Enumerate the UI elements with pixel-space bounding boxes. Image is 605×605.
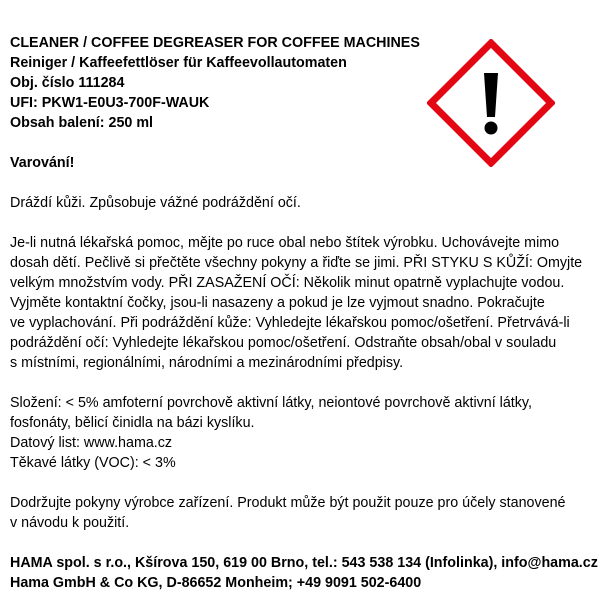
product-name-en: CLEANER / COFFEE DEGREASER FOR COFFEE MACHINES [10,35,420,51]
composition-info [10,393,600,473]
product-header [10,33,470,133]
article-number: Obj. číslo 111284 [10,75,125,91]
hazard-statement: Dráždí kůži. Způsobuje vážné podráždění očí. [10,195,301,211]
manufacturer-de: Hama GmbH & Co KG, D-86652 Monheim; +49 9091 502-6400 [10,575,422,591]
precaution-line: Je-li nutná lékařská pomoc, mějte po ruce obal nebo štítek výrobku. Uchovávejte mimo [10,235,560,251]
datasheet-line: Datový list: www.hama.cz [10,435,173,451]
usage-instructions [10,493,600,533]
ghs07-exclamation-mark-icon [427,39,555,167]
spacer [10,373,600,393]
product-name-de: Reiniger / Kaffeefettlöser für Kaffeevollautomaten [10,55,347,71]
precaution-line: Vyjměte kontaktní čočky, jsou-li nasazeny a pokud je lze vyjmout snadno. Pokračujte [10,295,545,311]
distributor-cz: HAMA spol. s r.o., Kšírova 150, 619 00 Brno, tel.: 543 538 134 (Infolinka), info@hama.cz [10,555,598,571]
precaution-line: ve vyplachování. Při podráždění kůže: Vyhledejte lékařskou pomoc/ošetření. Přetrvává-li [10,315,570,331]
usage-line: Dodržujte pokyny výrobce zařízení. Produkt může být použit pouze pro účely stanovené [10,495,566,511]
exclamation-dot [485,122,498,135]
composition-line: fosfonáty, bělicí činidla na bázi kyslíku. [10,415,255,431]
precaution-line: velkým množstvím vody. PŘI ZASAŽENÍ OČÍ: Několik minut opatrně vyplachujte vodou. [10,275,565,291]
precaution-line: dosah dětí. Pečlivě si přečtěte všechny pokyny a řiďte se jimi. PŘI STYKU S KŮŽÍ: Omyjte [10,255,583,271]
precaution-line: s místními, regionálními, národními a mezinárodními předpisy. [10,355,404,371]
spacer [10,173,600,193]
signal-word: Varování! [10,155,75,171]
usage-line: v návodu k použití. [10,515,130,531]
composition-line: Složení: < 5% amfoterní povrchově aktivní látky, neiontové povrchově aktivní látky, [10,395,532,411]
voc-line: Těkavé látky (VOC): < 3% [10,455,176,471]
spacer [10,473,600,493]
spacer [10,213,600,233]
precaution-line: podráždění očí: Vyhledejte lékařskou pomoc/ošetření. Odstraňte obsah/obal v souladu [10,335,557,351]
manufacturer-contact [10,553,600,593]
spacer [10,533,600,553]
ufi-code: UFI: PKW1-E0U3-700F-WAUK [10,95,210,111]
precautionary-statements [10,233,600,373]
package-content: Obsah balení: 250 ml [10,115,154,131]
